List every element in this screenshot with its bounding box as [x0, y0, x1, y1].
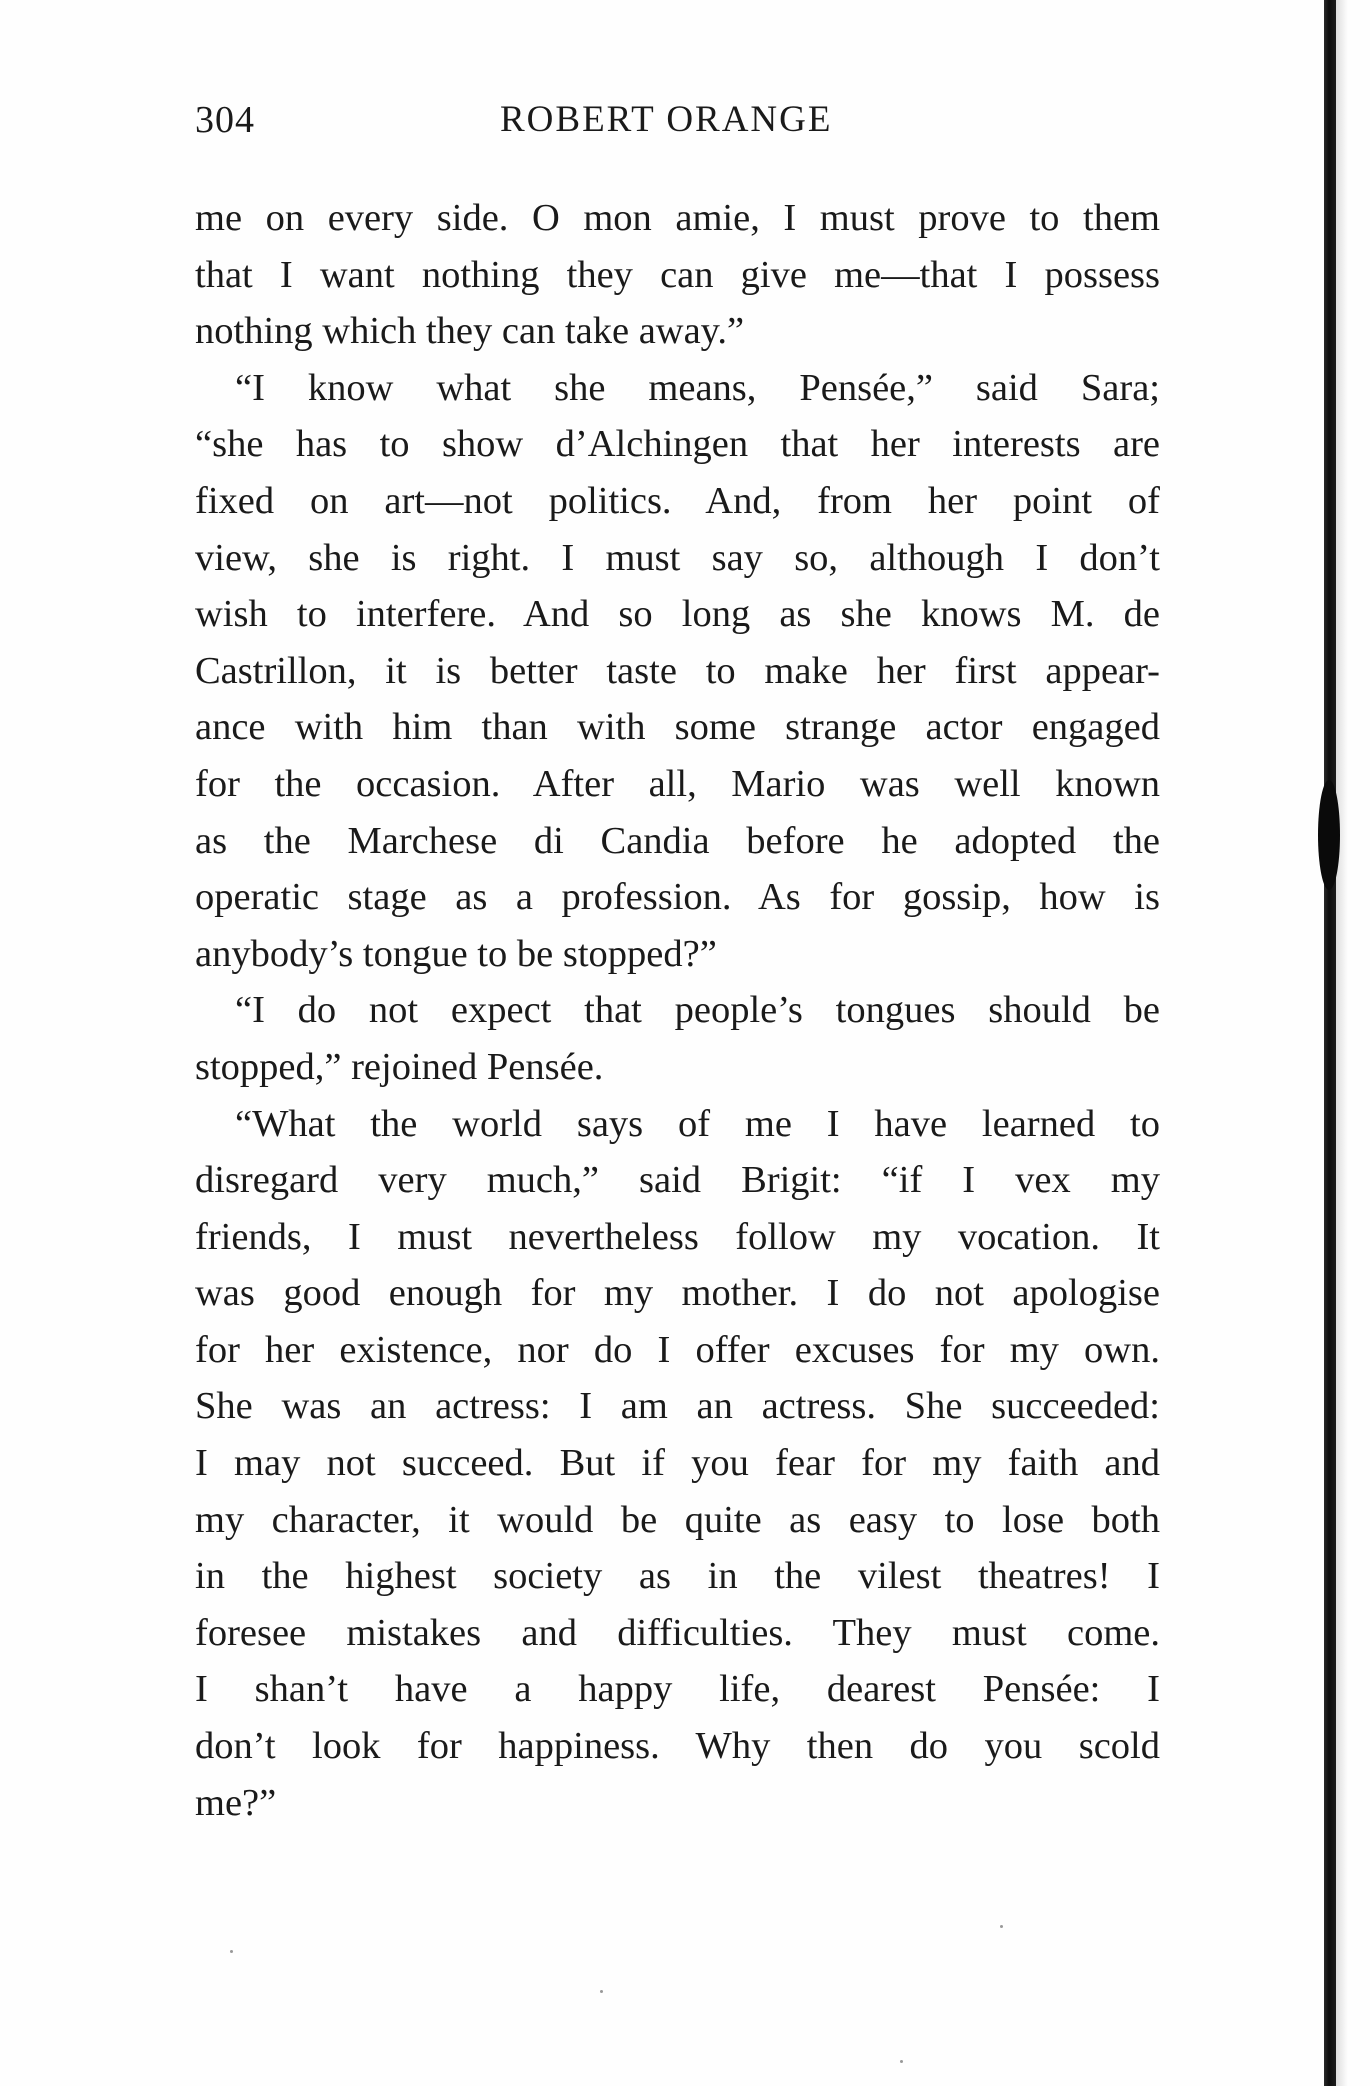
text-line: ance with him than with some strange actor engaged: [195, 706, 1160, 749]
text-line: friends, I must nevertheless follow my vocation. It: [195, 1215, 1160, 1258]
text-line: nothing which they can take away.”: [195, 310, 745, 353]
text-line: disregard very much,” said Brigit: “if I vex my: [195, 1159, 1160, 1202]
text-line: stopped,” rejoined Pensée.: [195, 1045, 604, 1088]
text-line: She was an actress: I am an actress. She succeeded:: [195, 1385, 1160, 1428]
text-line: “she has to show d’Alchingen that her interests are: [195, 423, 1160, 466]
text-line: wish to interfere. And so long as she knows M. de: [195, 593, 1160, 636]
text-line: anybody’s tongue to be stopped?”: [195, 932, 717, 975]
text-line: I may not succeed. But if you fear for my faith and: [195, 1442, 1160, 1485]
paper-speck: [230, 1950, 233, 1953]
text-line: me?”: [195, 1781, 277, 1824]
text-line: me on every side. O mon amie, I must prove to them: [195, 197, 1160, 239]
binding-edge: [1324, 0, 1336, 2086]
text-line: fixed on art—not politics. And, from her point of: [195, 479, 1160, 522]
text-line: don’t look for happiness. Why then do you scold: [195, 1725, 1160, 1768]
text-line: operatic stage as a profession. As for gossip, how is: [195, 876, 1160, 919]
text-line: in the highest society as in the vilest theatres! I: [195, 1555, 1160, 1598]
text-line: my character, it would be quite as easy to lose both: [195, 1498, 1160, 1541]
running-title: ROBERT ORANGE: [500, 99, 833, 140]
paper-speck: [600, 1990, 603, 1993]
page-header: [195, 98, 1155, 158]
binding-shadow: [1334, 0, 1348, 2086]
body-text: [195, 190, 1160, 1831]
text-line: “I do not expect that people’s tongues should be: [235, 989, 1160, 1032]
text-line: “What the world says of me I have learned to: [235, 1102, 1160, 1145]
text-line: I shan’t have a happy life, dearest Pensée: I: [195, 1668, 1160, 1711]
text-line: for her existence, nor do I offer excuses for my own.: [195, 1328, 1160, 1371]
text-line: foresee mistakes and difficulties. They must come.: [195, 1611, 1160, 1654]
text-line: for the occasion. After all, Mario was well known: [195, 762, 1160, 805]
text-line: Castrillon, it is better taste to make her first appear-: [195, 649, 1160, 692]
text-line: view, she is right. I must say so, although I don’t: [195, 536, 1160, 579]
text-line: “I know what she means, Pensée,” said Sara;: [235, 366, 1160, 409]
text-line: was good enough for my mother. I do not apologise: [195, 1272, 1160, 1315]
paper-speck: [900, 2060, 903, 2063]
page-number: 304: [195, 99, 255, 141]
text-line: as the Marchese di Candia before he adopted the: [195, 819, 1160, 862]
text-line: that I want nothing they can give me—that I possess: [195, 253, 1160, 296]
binding-ink-mark: [1318, 780, 1340, 890]
paper-speck: [1000, 1925, 1003, 1928]
